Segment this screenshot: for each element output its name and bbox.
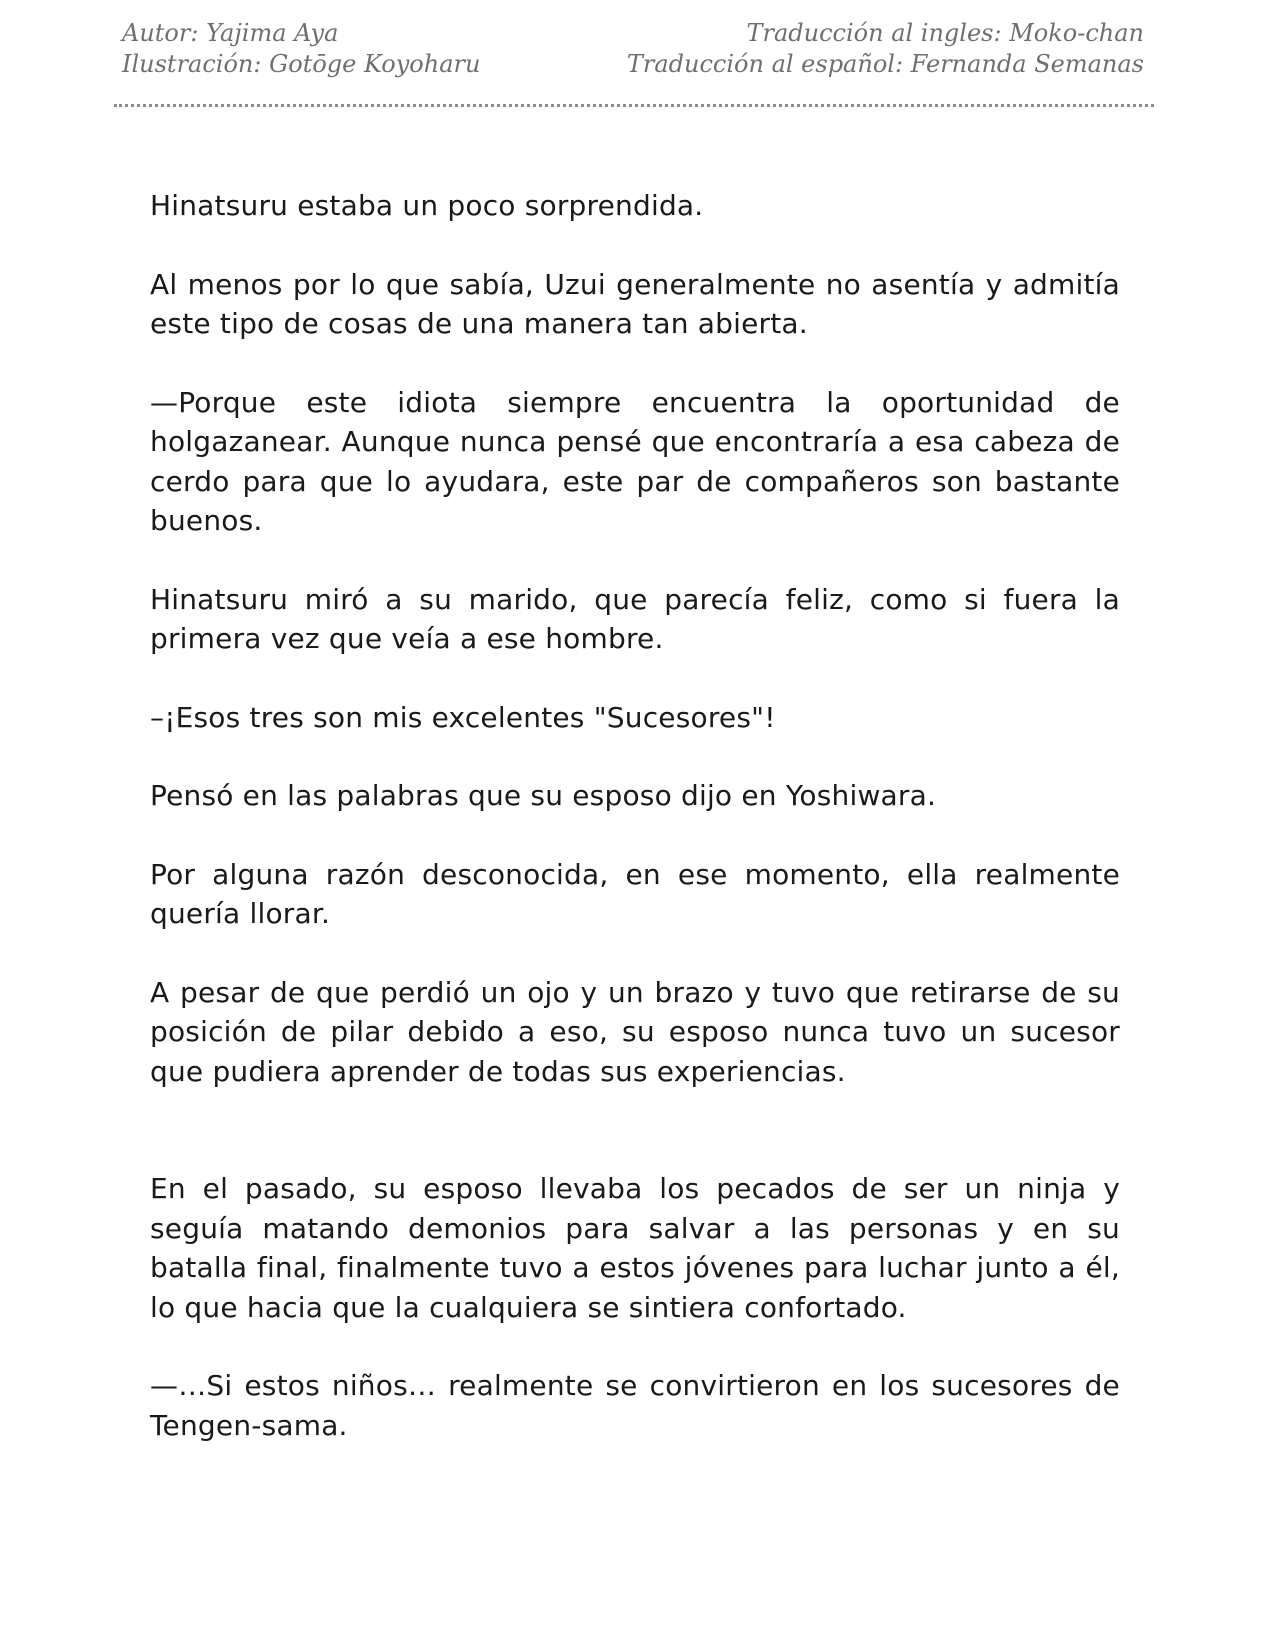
paragraph: Hinatsuru estaba un poco sorprendida.	[150, 189, 704, 222]
english-translation-credit: Traducción al ingles: Moko-chan	[746, 19, 1144, 47]
paragraph: –¡Esos tres son mis excelentes "Sucesores"!	[150, 700, 776, 734]
spanish-translation-credit: Traducción al español: Fernanda Semanas	[626, 50, 1144, 78]
paragraph: Al menos por lo que sabía, Uzui generalmente no asentía y admitía este tipo de cosas de una manera tan abierta.	[150, 267, 1120, 340]
author-credit: Autor: Yajima Aya	[122, 19, 339, 47]
illustration-credit: Ilustración: Gotōge Koyoharu	[122, 50, 481, 78]
paragraph: Hinatsuru miró a su marido, que parecía feliz, como si fuera la primera vez que veía a ese hombre.	[150, 582, 1120, 655]
paragraph: —Porque este idiota siempre encuentra la oportunidad de holgazanear. Aunque nunca pensé que encontraría a esa cabeza de cerdo para que lo ayudara, este par de compañeros son bastante buenos.	[150, 385, 1120, 537]
page-header	[122, 18, 1144, 84]
body-text	[150, 186, 1120, 1484]
header-credits-right	[627, 18, 1144, 80]
header-credits-left	[122, 18, 480, 80]
paragraph: Pensó en las palabras que su esposo dijo en Yoshiwara.	[150, 779, 937, 812]
paragraph: A pesar de que perdió un ojo y un brazo y tuvo que retirarse de su posición de pilar debido a eso, su esposo nunca tuvo un sucesor que pudiera aprender de todas sus experiencias.	[150, 975, 1120, 1088]
header-divider	[114, 104, 1154, 107]
paragraph: —…Si estos niños… realmente se convirtieron en los sucesores de Tengen-sama.	[150, 1369, 1120, 1442]
paragraph: En el pasado, su esposo llevaba los pecados de ser un ninja y seguía matando demonios para salvar a las personas y en su batalla final, finalmente tuvo a estos jóvenes para luchar junto a él, lo que hacia que la cualquiera se sintiera confortado.	[150, 1172, 1120, 1324]
paragraph: Por alguna razón desconocida, en ese momento, ella realmente quería llorar.	[150, 857, 1120, 930]
